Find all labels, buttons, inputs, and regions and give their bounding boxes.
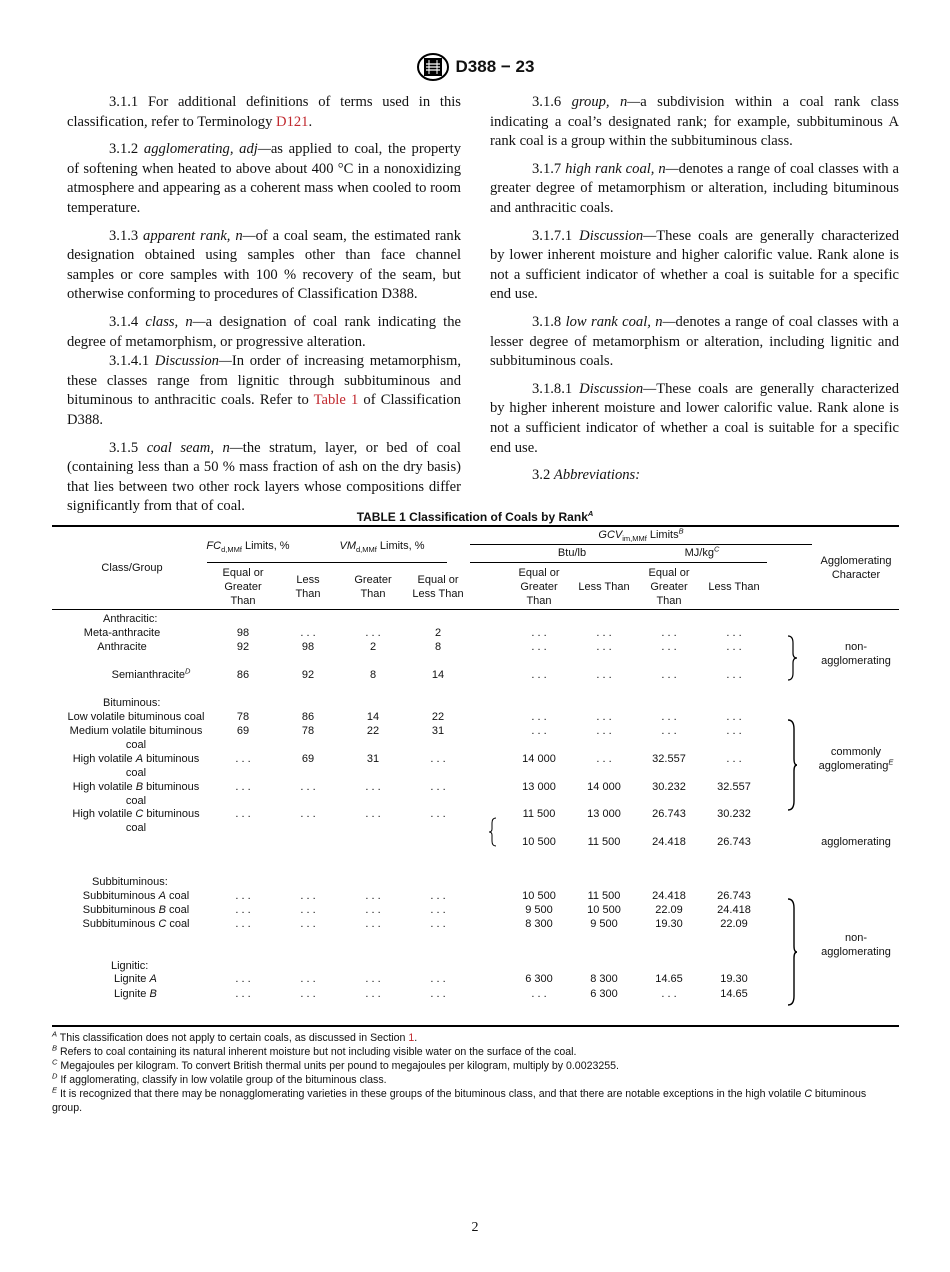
cell-mj-ge: . . . bbox=[661, 669, 677, 681]
cell-vm-gt: . . . bbox=[365, 808, 381, 820]
cell-mj-lt: 24.418 bbox=[717, 904, 751, 916]
cell-mj-lt: . . . bbox=[726, 641, 742, 653]
row-name: Subbituminous B coal bbox=[82, 904, 190, 916]
cell-btu-lt: 9 500 bbox=[590, 918, 618, 930]
cell-btu-ge: 6 300 bbox=[525, 973, 553, 985]
row-name: Meta-anthracite bbox=[83, 627, 161, 639]
cell-btu-ge: 9 500 bbox=[525, 904, 553, 916]
table-title: TABLE 1 Classification of Coals by Rank$^A$ bbox=[356, 509, 594, 524]
cell-vm-gt: . . . bbox=[365, 918, 381, 930]
cell-mj-lt: 30.232 bbox=[717, 808, 751, 820]
cell-mj-ge: . . . bbox=[661, 988, 677, 1000]
cell-vm-gt: 31 bbox=[366, 753, 380, 765]
astm-logo-icon bbox=[416, 52, 450, 82]
cell-fc-lt: . . . bbox=[300, 627, 316, 639]
footnote-c: $^C$ Megajoules per kilogram. To convert British thermal units per pound to megajoules per kilogram, multiply by 0.0023255. bbox=[52, 1057, 619, 1072]
cell-vm-le: 14 bbox=[431, 669, 445, 681]
brace-icon bbox=[786, 635, 798, 681]
cell-mj-ge: . . . bbox=[661, 627, 677, 639]
cell-btu-ge: . . . bbox=[531, 988, 547, 1000]
cell-vm-gt: 22 bbox=[366, 725, 380, 737]
cell-fc-ge: . . . bbox=[235, 781, 251, 793]
btu-ge-header: Equal or Greater Than bbox=[518, 567, 560, 607]
cell-vm-le: . . . bbox=[430, 808, 446, 820]
cell-fc-ge: . . . bbox=[235, 753, 251, 765]
cell-btu-lt: . . . bbox=[596, 627, 612, 639]
agglom-header: Agglomerating Character bbox=[820, 555, 892, 581]
discussion-3-1-4-1: 3.1.4.1 Discussion—In order of increasing metamorphism, these classes range from lignitic through subbituminous and bituminous to anthracitic coals. Refer to Table 1 of Classification D388. bbox=[67, 353, 461, 428]
row-name: Low volatile bituminous coal bbox=[67, 711, 205, 723]
cell-mj-lt: 32.557 bbox=[717, 781, 751, 793]
cell-btu-lt: 14 000 bbox=[587, 781, 621, 793]
brace-icon bbox=[786, 898, 798, 1006]
cell-mj-ge: . . . bbox=[661, 725, 677, 737]
footnote-e: $^E$ It is recognized that there may be nonagglomerating varieties in these groups of the bituminous class, and that there are notable exceptions in the high volatile C bituminous group. bbox=[52, 1085, 867, 1114]
cell-fc-lt: . . . bbox=[300, 781, 316, 793]
character-agglomerating: agglomerating bbox=[821, 836, 891, 848]
cell-vm-gt: 8 bbox=[369, 669, 377, 681]
cell-mj-lt: . . . bbox=[726, 627, 742, 639]
row-name: Subbituminous A coal bbox=[82, 890, 190, 902]
cell-fc-lt: . . . bbox=[300, 918, 316, 930]
cell-mj-ge: 14.65 bbox=[655, 973, 683, 985]
cell-btu-ge: . . . bbox=[531, 669, 547, 681]
cell-btu-ge: 11 500 bbox=[522, 808, 556, 820]
character-non-agglomerating-low-rank: non- agglomerating bbox=[821, 932, 891, 958]
cell-vm-le: 8 bbox=[434, 641, 442, 653]
cell-btu-ge: . . . bbox=[531, 627, 547, 639]
cell-mj-ge: 24.418 bbox=[652, 890, 686, 902]
cell-btu-ge: . . . bbox=[531, 641, 547, 653]
fc-ge-header: Equal or Greater Than bbox=[222, 567, 264, 607]
cell-vm-le: 31 bbox=[431, 725, 445, 737]
page-number: 2 bbox=[471, 1220, 479, 1235]
definition-3-1-4: 3.1.4 class, n—a designation of coal rank indicating the degree of metamorphism, or progressive alteration. bbox=[67, 313, 461, 350]
cell-btu-ge: 10 500 bbox=[522, 890, 556, 902]
group-lignitic: Lignitic: bbox=[111, 960, 149, 972]
cell-fc-lt: . . . bbox=[300, 988, 316, 1000]
vm-le-header: Equal or Less Than bbox=[412, 574, 464, 600]
group-subbituminous: Subbituminous: bbox=[92, 876, 168, 888]
gcv-header: $GCV_{im,MMf}$ Limits$^B$ bbox=[598, 526, 684, 544]
cell-mj-lt: 26.743 bbox=[717, 890, 751, 902]
mj-header: $MJ/kg^C$ bbox=[684, 544, 720, 559]
mj-lt-header: Less Than bbox=[708, 581, 760, 593]
cell-fc-ge: . . . bbox=[235, 904, 251, 916]
cell-mj-lt: 19.30 bbox=[720, 973, 748, 985]
brace-icon bbox=[488, 817, 498, 847]
row-name: High volatile A bituminous coal bbox=[72, 753, 200, 779]
cell-btu-lt: 8 300 bbox=[590, 973, 618, 985]
row-name: Medium volatile bituminous coal bbox=[69, 725, 203, 751]
table-1-link[interactable]: Table 1 bbox=[313, 392, 359, 409]
cell-fc-ge: . . . bbox=[235, 890, 251, 902]
cell-fc-lt: 86 bbox=[301, 711, 315, 723]
cell-fc-lt: 78 bbox=[301, 725, 315, 737]
cell-btu-lt: 10 500 bbox=[587, 904, 621, 916]
cell-btu-lt: 11 500 bbox=[587, 890, 621, 902]
section-3-2: 3.2 Abbreviations: bbox=[532, 467, 641, 484]
fc-lt-header: Less Than bbox=[295, 574, 321, 600]
cell-fc-lt: 98 bbox=[301, 641, 315, 653]
definition-3-1-7: 3.1.7 high rank coal, n—denotes a range of coal classes with a greater degree of metamorphism or alteration, including bituminous and anthracitic coals. bbox=[490, 160, 899, 216]
fc-header: $FC_{d,MMf}$ Limits, % bbox=[206, 540, 290, 555]
discussion-3-1-7-1: 3.1.7.1 Discussion—These coals are generally characterized by lower inherent moisture and higher calorific value. Rank alone is not a sufficient indicator of whether a coal is suitable for a specific end use. bbox=[490, 227, 899, 303]
cell-fc-ge: . . . bbox=[235, 973, 251, 985]
cell-btu-lt: . . . bbox=[596, 753, 612, 765]
row-name: Lignite B bbox=[114, 988, 157, 1000]
table-footnotes bbox=[52, 1031, 899, 1115]
cell-fc-lt: . . . bbox=[300, 890, 316, 902]
cell-mj-lt: . . . bbox=[726, 711, 742, 723]
cell-fc-lt: 92 bbox=[301, 669, 315, 681]
cell-fc-ge: . . . bbox=[235, 988, 251, 1000]
cell-vm-le: . . . bbox=[430, 918, 446, 930]
cell-fc-lt: . . . bbox=[300, 808, 316, 820]
definition-3-1-6: 3.1.6 group, n—a subdivision within a coal rank class indicating a coal’s designated rank; for example, subbituminous A rank coal is a group within the subbituminous class. bbox=[490, 94, 899, 150]
cell-mj-ge: 26.743 bbox=[652, 808, 686, 820]
cell-mj-ge: . . . bbox=[661, 641, 677, 653]
cell-mj-ge: . . . bbox=[661, 711, 677, 723]
brace-icon bbox=[786, 719, 798, 811]
table-bottom-rule bbox=[52, 1025, 899, 1027]
terminology-link[interactable]: D121 bbox=[276, 113, 309, 130]
cell-vm-le: . . . bbox=[430, 753, 446, 765]
left-text-column bbox=[67, 93, 461, 525]
units-rule bbox=[470, 562, 767, 563]
cell-vm-le: . . . bbox=[430, 904, 446, 916]
cell-mj-ge: 19.30 bbox=[655, 918, 683, 930]
mj-ge-header: Equal or Greater Than bbox=[648, 567, 690, 607]
section-1-link[interactable]: 1 bbox=[408, 1032, 415, 1044]
page-header bbox=[0, 52, 950, 82]
cell-vm-le: . . . bbox=[430, 973, 446, 985]
right-text-column bbox=[490, 93, 899, 494]
class-group-header: Class/Group bbox=[101, 562, 163, 574]
row-name: Lignite A bbox=[114, 973, 157, 985]
cell-btu-ge: 14 000 bbox=[522, 753, 556, 765]
character-commonly-agglomerating: commonly agglomerating$^E$ bbox=[818, 746, 894, 772]
definition-3-1-8: 3.1.8 low rank coal, n—denotes a range of coal classes with a lesser degree of metamorphism or alteration, including lignitic and subbituminous coals. bbox=[490, 313, 899, 370]
cell-fc-lt: . . . bbox=[300, 904, 316, 916]
cell-mj-lt: . . . bbox=[726, 669, 742, 681]
header-bottom-rule bbox=[52, 609, 899, 610]
cell-vm-gt: . . . bbox=[365, 988, 381, 1000]
cell-btu-ge: . . . bbox=[531, 725, 547, 737]
cell-mj-ge: 32.557 bbox=[652, 753, 686, 765]
cell-btu-ge: 8 300 bbox=[525, 918, 553, 930]
character-non-agglomerating-anthracitic: non- agglomerating bbox=[821, 641, 891, 667]
cell-vm-le: 2 bbox=[434, 627, 442, 639]
cell-btu-lt: 13 000 bbox=[587, 808, 621, 820]
discussion-3-1-8-1: 3.1.8.1 Discussion—These coals are generally characterized by higher inherent moisture and lower calorific value. Rank alone is not a sufficient indicator of whether a coal is suitable for a specific end use. bbox=[490, 380, 899, 456]
cell-vm-le: 22 bbox=[431, 711, 445, 723]
cell-mj-lt: 26.743 bbox=[717, 836, 751, 848]
definition-3-1-2: 3.1.2 agglomerating, adj—as applied to coal, the property of softening when heated to above about 400 °C in a nonoxidizing atmosphere and appearing as a coherent mass when cooled to room temperature. bbox=[67, 141, 461, 216]
cell-mj-ge: 30.232 bbox=[652, 781, 686, 793]
gcv-rule bbox=[470, 544, 812, 545]
cell-btu-lt: . . . bbox=[596, 711, 612, 723]
cell-btu-ge: . . . bbox=[531, 711, 547, 723]
definition-3-1-3: 3.1.3 apparent rank, n—of a coal seam, the estimated rank designation obtained using samples other than face channel samples or core samples with 100 % recovery of the seam, but otherwise conforming to procedures of Classification D388. bbox=[67, 227, 461, 303]
cell-btu-lt: 6 300 bbox=[590, 988, 618, 1000]
cell-fc-lt: 69 bbox=[301, 753, 315, 765]
cell-fc-ge: 86 bbox=[236, 669, 250, 681]
table-top-rule bbox=[52, 525, 899, 527]
footnote-b: $^B$ Refers to coal containing its natural inherent moisture but not including visible water on the surface of the coal. bbox=[52, 1043, 577, 1058]
footnote-d: $^D$ If agglomerating, classify in low volatile group of the bituminous class. bbox=[52, 1071, 387, 1086]
cell-mj-lt: 14.65 bbox=[720, 988, 748, 1000]
cell-fc-ge: 69 bbox=[236, 725, 250, 737]
cell-btu-lt: . . . bbox=[596, 641, 612, 653]
cell-fc-ge: 92 bbox=[236, 641, 250, 653]
cell-btu-lt: . . . bbox=[596, 725, 612, 737]
footnote-a: $^A$ This classification does not apply to certain coals, as discussed in Section 1. bbox=[52, 1029, 418, 1044]
cell-vm-gt: . . . bbox=[365, 904, 381, 916]
btu-header: Btu/lb bbox=[557, 547, 587, 559]
row-name: Semianthracite$^D$ bbox=[111, 666, 191, 681]
cell-mj-lt: . . . bbox=[726, 753, 742, 765]
cell-mj-ge: 22.09 bbox=[655, 904, 683, 916]
cell-fc-ge: . . . bbox=[235, 808, 251, 820]
cell-vm-le: . . . bbox=[430, 988, 446, 1000]
group-bituminous: Bituminous: bbox=[103, 697, 161, 709]
cell-fc-ge: 98 bbox=[236, 627, 250, 639]
cell-vm-le: . . . bbox=[430, 890, 446, 902]
cell-fc-ge: 78 bbox=[236, 711, 250, 723]
cell-mj-ge: 24.418 bbox=[652, 836, 686, 848]
coal-rank-table bbox=[52, 525, 899, 1027]
row-name: Subbituminous C coal bbox=[82, 918, 190, 930]
vm-gt-header: Greater Than bbox=[354, 574, 392, 600]
vm-header: $VM_{d,MMf}$ Limits, % bbox=[339, 540, 425, 555]
cell-fc-ge: . . . bbox=[235, 918, 251, 930]
cell-vm-le: . . . bbox=[430, 781, 446, 793]
cell-btu-lt: . . . bbox=[596, 669, 612, 681]
row-name: High volatile B bituminous coal bbox=[72, 781, 200, 807]
cell-vm-gt: . . . bbox=[365, 627, 381, 639]
cell-btu-ge: 13 000 bbox=[522, 781, 556, 793]
group-anthracitic: Anthracitic: bbox=[103, 613, 158, 625]
cell-btu-ge: 10 500 bbox=[522, 836, 556, 848]
cell-mj-lt: . . . bbox=[726, 725, 742, 737]
cell-vm-gt: . . . bbox=[365, 890, 381, 902]
document-id: D388 − 23 bbox=[455, 57, 535, 76]
cell-vm-gt: 14 bbox=[366, 711, 380, 723]
cell-mj-lt: 22.09 bbox=[720, 918, 748, 930]
definition-3-1-1: 3.1.1 For additional definitions of terms used in this classification, refer to Terminology D121. bbox=[67, 94, 461, 130]
cell-vm-gt: . . . bbox=[365, 973, 381, 985]
cell-vm-gt: . . . bbox=[365, 781, 381, 793]
row-name: High volatile C bituminous coal bbox=[72, 808, 200, 834]
cell-fc-lt: . . . bbox=[300, 973, 316, 985]
fc-vm-rule bbox=[207, 562, 447, 563]
btu-lt-header: Less Than bbox=[578, 581, 630, 593]
row-name: Anthracite bbox=[97, 641, 147, 653]
cell-btu-lt: 11 500 bbox=[587, 836, 621, 848]
cell-vm-gt: 2 bbox=[369, 641, 377, 653]
definition-3-1-5: 3.1.5 coal seam, n—the stratum, layer, or bed of coal (containing less than a 50 % mass fraction of ash on the dry basis) that lies between two other rock layers whose compositions differ significantly from that of coal. bbox=[67, 439, 461, 515]
